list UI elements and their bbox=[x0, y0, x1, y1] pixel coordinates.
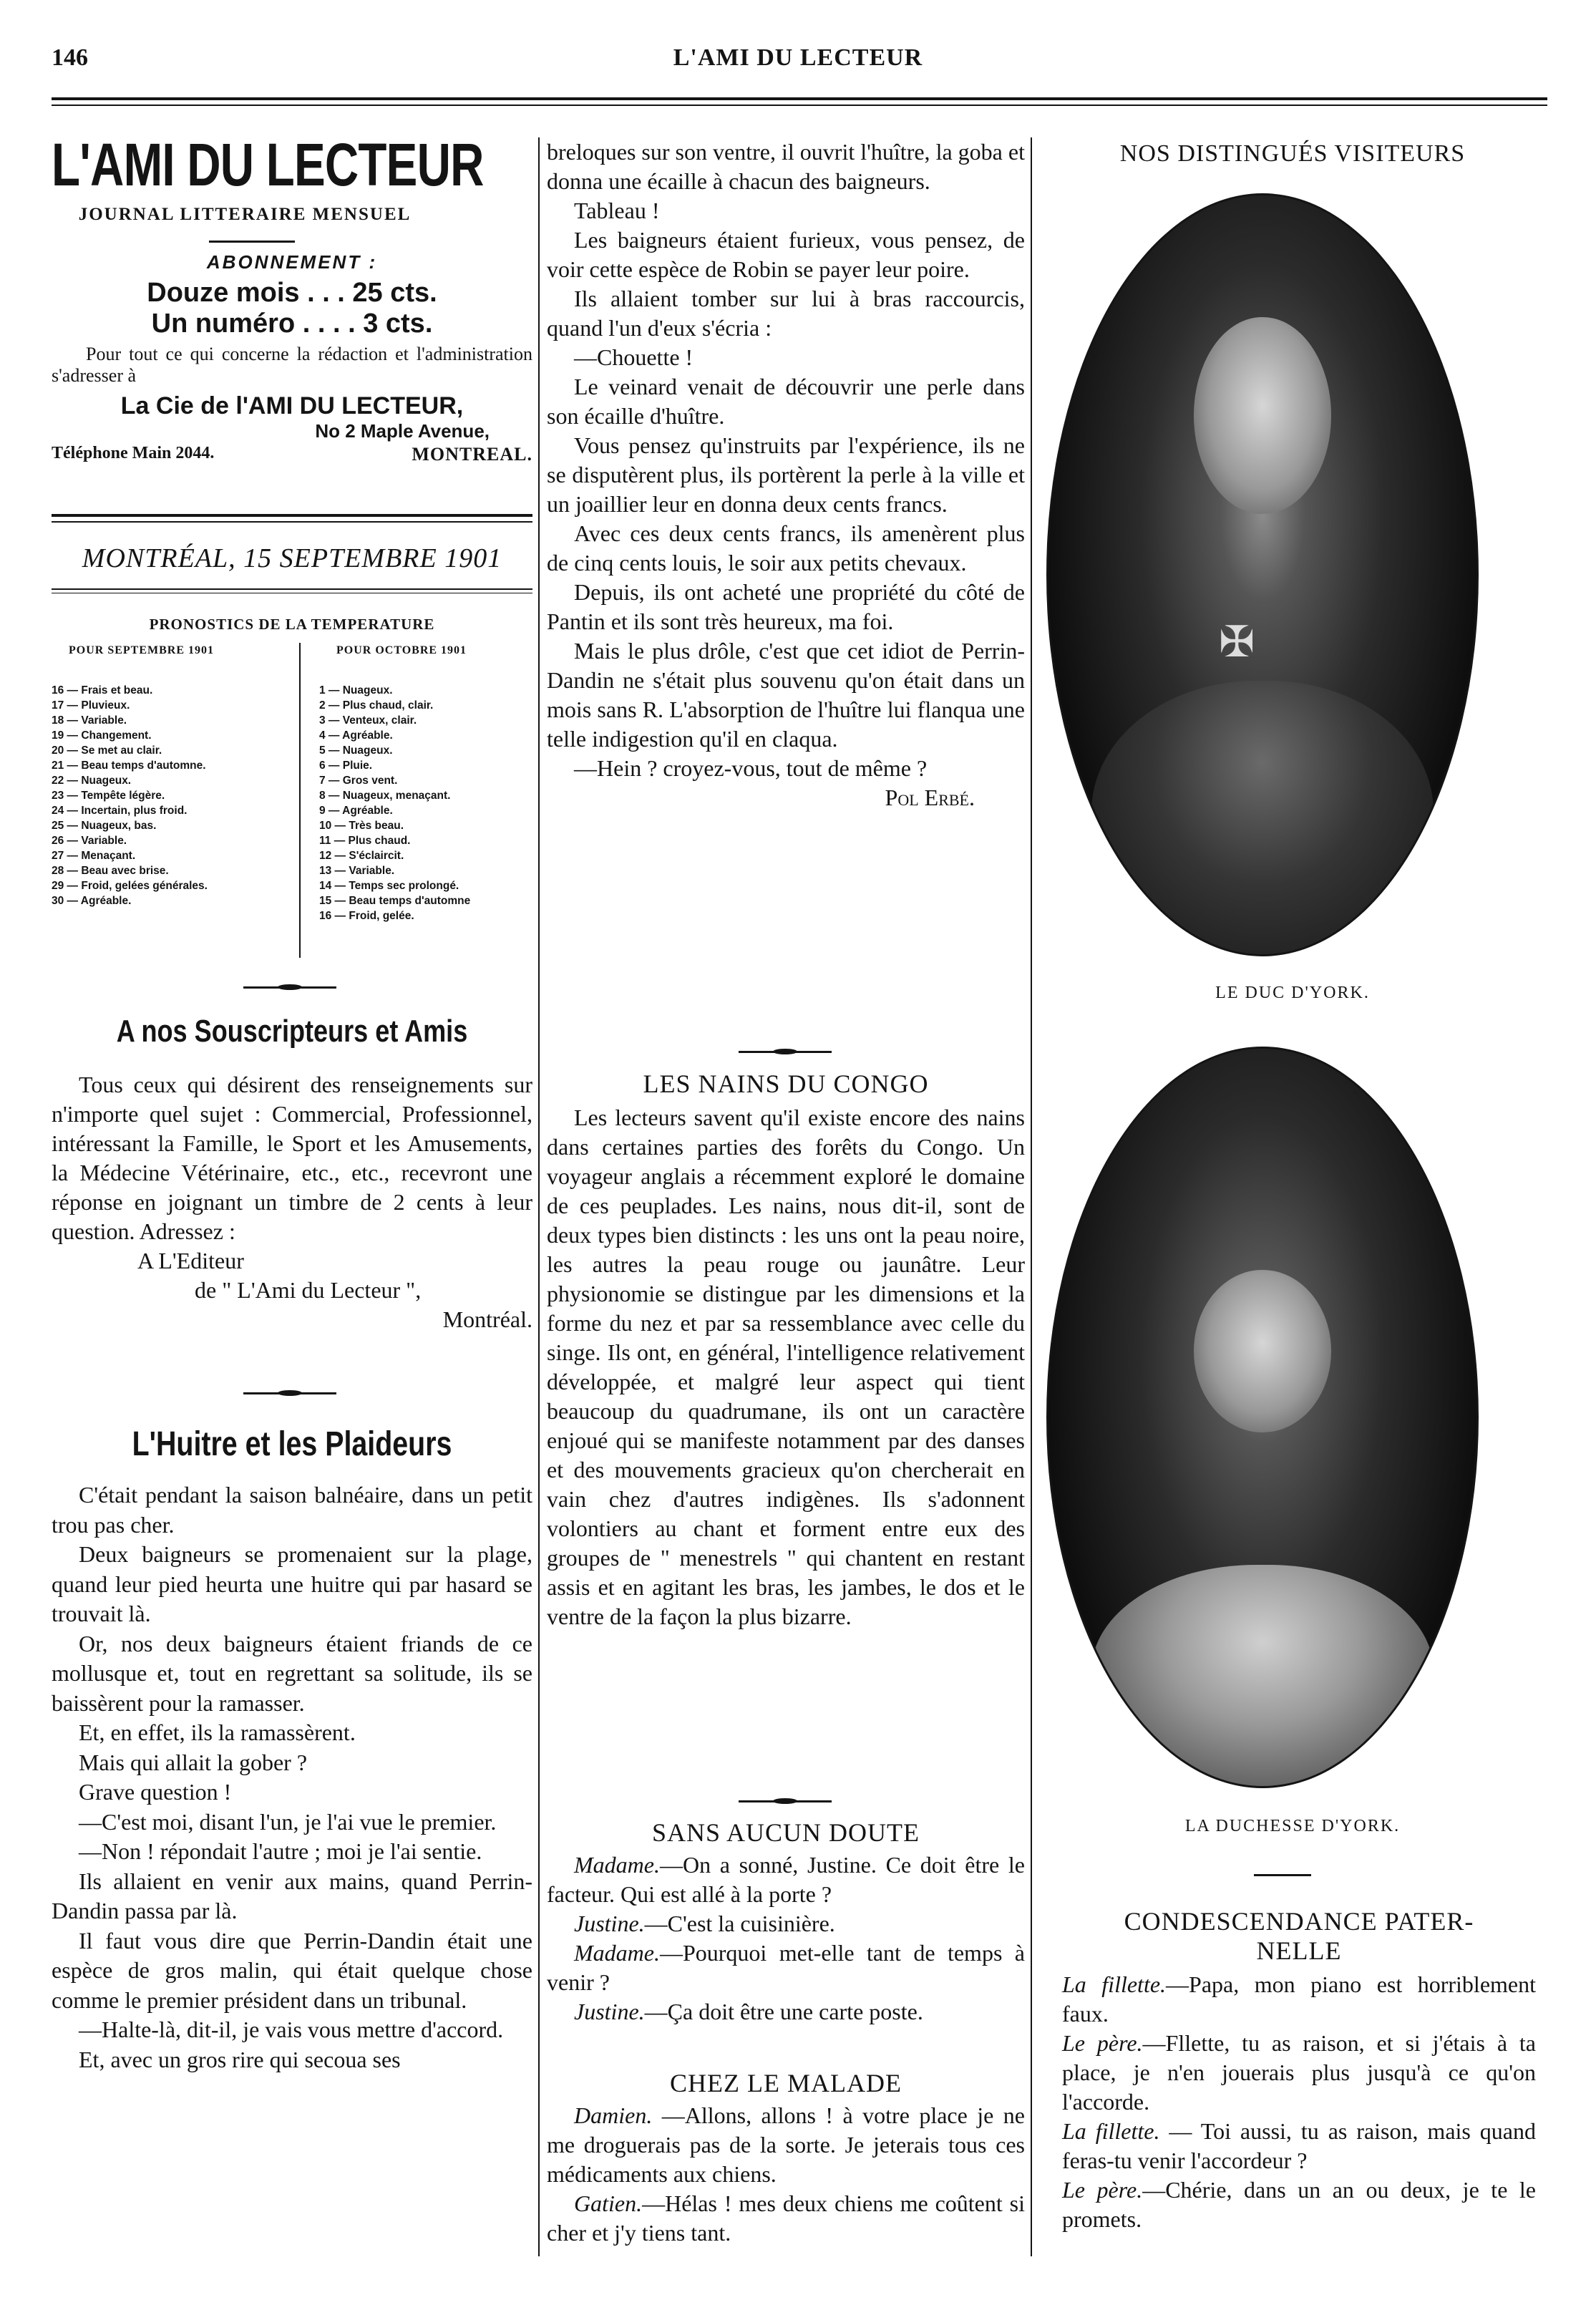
forecast-item: 15 — Beau temps d'automne bbox=[319, 895, 471, 907]
forecast-item: 5 — Nuageux. bbox=[319, 744, 393, 757]
dialogue-text: —Ça doit être une carte poste. bbox=[644, 1999, 923, 2024]
forecast-item: 16 — Frais et beau. bbox=[52, 684, 153, 697]
forecast-october-list bbox=[319, 683, 470, 923]
forecast-september-header: POUR SEPTEMBRE 1901 bbox=[69, 644, 215, 656]
masthead-subtitle: JOURNAL LITTERAIRE MENSUEL bbox=[78, 205, 412, 224]
dialogue-text: —Hélas ! mes deux chiens me coûtent si cher et j'y tiens tant. bbox=[547, 2190, 1025, 2246]
forecast-item: 17 — Pluvieux. bbox=[52, 699, 130, 712]
forecast-item: 24 — Incertain, plus froid. bbox=[52, 805, 188, 817]
dialogue-line bbox=[1062, 1970, 1536, 2029]
dialogue-line bbox=[1062, 2175, 1536, 2234]
dialogue-speaker: Justine. bbox=[574, 1999, 645, 2024]
congo-article bbox=[547, 1069, 1025, 1631]
page-number: 146 bbox=[52, 44, 88, 71]
masthead-bottom-rule-2 bbox=[52, 521, 532, 523]
running-title: L'AMI DU LECTEUR bbox=[673, 44, 923, 71]
header-rule-thin bbox=[52, 105, 1547, 106]
price-issue: Un numéro . . . . 3 cts. bbox=[151, 309, 433, 339]
forecast-item: 22 — Nuageux. bbox=[52, 775, 132, 787]
forecast-item: 11 — Plus chaud. bbox=[319, 835, 411, 847]
forecast-item: 30 — Agréable. bbox=[52, 895, 132, 907]
column-divider bbox=[538, 137, 540, 2256]
forecast-item: 7 — Gros vent. bbox=[319, 775, 398, 787]
condescendance-title-2: NELLE bbox=[1256, 1936, 1342, 1965]
dialogue-line bbox=[547, 1938, 1025, 1997]
oyster-paragraph: Les baigneurs étaient furieux, vous pensez, de voir cette espèce de Robin se payer leur poire. bbox=[547, 227, 1025, 282]
masthead-bottom-rule bbox=[52, 514, 532, 517]
oyster-paragraph: Deux baigneurs se promenaient sur la plage, quand leur pied heurta une huitre qui par hasard se trouvait là. bbox=[52, 1541, 532, 1626]
oyster-paragraph: Tableau ! bbox=[574, 198, 660, 223]
oyster-paragraph: Et, avec un gros rire qui secoua ses bbox=[79, 2046, 401, 2072]
oyster-paragraph: Grave question ! bbox=[79, 1779, 232, 1805]
forecast-title: PRONOSTICS DE LA TEMPERATURE bbox=[149, 616, 435, 633]
dialogue-text: —Chérie, dans un an ou deux, je te le promets. bbox=[1062, 2177, 1537, 2232]
oyster-paragraph: —Non ! répondait l'autre ; moi je l'ai sentie. bbox=[79, 1838, 482, 1864]
dateline: MONTRÉAL, 15 SEPTEMBRE 1901 bbox=[82, 543, 502, 573]
forecast-divider bbox=[299, 643, 301, 958]
dialogue-line bbox=[1062, 2029, 1536, 2117]
oyster-paragraph: Ils allaient en venir aux mains, quand Perrin-Dandin passa par là. bbox=[52, 1868, 532, 1923]
malade-title: CHEZ LE MALADE bbox=[670, 2069, 902, 2097]
company-name: La Cie de l'AMI DU LECTEUR, bbox=[120, 392, 464, 419]
forecast-item: 23 — Tempête légère. bbox=[52, 790, 165, 802]
condescendance-title-1: CONDESCENDANCE PATER- bbox=[1124, 1907, 1474, 1936]
dialogue-speaker: Gatien. bbox=[574, 2190, 643, 2216]
header-rule bbox=[52, 97, 1547, 100]
forecast-item: 10 — Très beau. bbox=[319, 820, 404, 832]
address: No 2 Maple Avenue, bbox=[315, 420, 490, 442]
subscribers-title: A nos Souscripteurs et Amis bbox=[116, 1014, 468, 1049]
forecast-item: 20 — Se met au clair. bbox=[52, 744, 162, 757]
subscribers-address-3: Montréal. bbox=[442, 1306, 532, 1332]
forecast-item: 29 — Froid, gelées générales. bbox=[52, 880, 208, 892]
price-year: Douze mois . . . 25 cts. bbox=[147, 278, 437, 308]
column-divider bbox=[1031, 137, 1032, 2256]
oyster-paragraph: Mais le plus drôle, c'est que cet idiot de Perrin-Dandin ne s'était plus souvenu qu'on était dans un mois sans R. L'absorption de l'huître lui flanqua une telle indigestion qu'il en claqua. bbox=[547, 638, 1025, 752]
dialogue-line bbox=[547, 2101, 1025, 2189]
dialogue-speaker: Le père. bbox=[1062, 2177, 1143, 2203]
dialogue-text: —Papa, mon piano est horriblement faux. bbox=[1062, 1971, 1537, 2027]
condescendance-article bbox=[1062, 1907, 1536, 2234]
visitors-title: NOS DISTINGUÉS VISITEURS bbox=[1119, 140, 1466, 167]
forecast-item: 12 — S'éclaircit. bbox=[319, 850, 404, 862]
oyster-paragraph: Il faut vous dire que Perrin-Dandin était une espèce de gros malin, qui était quelque chose comme le premier président dans un tribunal. bbox=[52, 1927, 532, 2013]
forecast-item: 25 — Nuageux, bas. bbox=[52, 820, 157, 832]
dialogue-line bbox=[547, 2189, 1025, 2248]
oyster-paragraph: Depuis, ils ont acheté une propriété du côté de Pantin et ils sont très heureux, ma foi. bbox=[547, 579, 1025, 634]
malade-article bbox=[547, 2069, 1025, 2248]
forecast-item: 8 — Nuageux, menaçant. bbox=[319, 790, 451, 802]
oyster-paragraph: —Hein ? croyez-vous, tout de même ? bbox=[574, 755, 928, 781]
dialogue-speaker: Madame. bbox=[574, 1940, 660, 1966]
star-icon: ✠ bbox=[1218, 618, 1255, 666]
oyster-paragraph: Avec ces deux cents francs, ils amenèrent plus de cinq cents louis, le soir aux petits chevaux. bbox=[547, 520, 1025, 576]
dialogue-line bbox=[1062, 2117, 1536, 2175]
dialogue-text: —Allons, allons ! à votre place je ne me droguerais pas de la sorte. Je jeterais tous ces médicaments aux chiens. bbox=[547, 2102, 1025, 2187]
dialogue-speaker: Damien. bbox=[574, 2102, 653, 2128]
forecast-item: 27 — Menaçant. bbox=[52, 850, 136, 862]
congo-body: Les lecteurs savent qu'il existe encore des nains dans certaines parties des forêts du Congo. Un voyageur anglais a récemment exploré le domaine de ces peuplades. Les nains, nous dit-il, sont de deux types bien distincts : les uns ont la peau noire, les autres la peau rouge ou jaunâtre. Leur physionomie se distingue par les dimensions et la forme du nez et par sa ressemblance avec celle du singe. Ils ont, en général, l'intelligence relativement développée, et malgré leur aspect qui tient beaucoup du quadrumane, ils ont un caractère enjoué qui se manifeste notamment par des danses et des mouvements gracieux qu'on chercherait en vain chez d'autres indigènes. Ils s'adonnent volontiers au chant et forment entre eux des groupes de " menestrels " qui chantent en restant assis et en agitant les bras, les jambes, le dos et le ventre de la façon la plus bizarre. bbox=[547, 1105, 1025, 1629]
subscribers-body: Tous ceux qui désirent des renseignements sur n'importe quel sujet : Commercial, Professionnel, intéressant la Famille, le Sport et les Amusements, la Médecine Vétérinaire, etc., etc., recevront une réponse en joignant un timbre de 2 cents à leur question. Adressez : bbox=[52, 1072, 532, 1244]
dialogue-text: —C'est la cuisinière. bbox=[644, 1911, 835, 1936]
dialogue-speaker: Le père. bbox=[1062, 2030, 1143, 2056]
oyster-paragraph: Et, en effet, ils la ramassèrent. bbox=[79, 1719, 356, 1745]
dialogue-speaker: La fillette. bbox=[1062, 2118, 1160, 2144]
oyster-paragraph: —Halte-là, dit-il, je vais vous mettre d'accord. bbox=[79, 2017, 504, 2042]
dialogue-line bbox=[547, 1909, 1025, 1938]
forecast-item: 2 — Plus chaud, clair. bbox=[319, 699, 434, 712]
short-rule bbox=[1254, 1874, 1311, 1876]
dialogue-text: —Pourquoi met-elle tant de temps à venir ? bbox=[547, 1940, 1025, 1995]
oyster-continuation bbox=[547, 137, 1025, 812]
dialogue-text: —Fllette, tu as raison, et si j'étais à ta place, je n'en jouerais plus jusqu'à ce qu'on l'accorde. bbox=[1062, 2030, 1537, 2115]
forecast-item: 16 — Froid, gelée. bbox=[319, 910, 414, 922]
oyster-paragraph: Mais qui allait la gober ? bbox=[79, 1749, 308, 1775]
oyster-paragraph: Or, nos deux baigneurs étaient friands de ce mollusque et, tout en regrettant sa solitude, ils se baissèrent pour la ramasser. bbox=[52, 1630, 532, 1716]
section-separator bbox=[243, 1392, 336, 1394]
section-separator bbox=[739, 1051, 832, 1053]
forecast-item: 14 — Temps sec prolongé. bbox=[319, 880, 459, 892]
dialogue-speaker: Madame. bbox=[574, 1852, 660, 1878]
oyster-story bbox=[52, 1425, 532, 2075]
dateline-rule bbox=[52, 588, 532, 590]
oyster-paragraph: —Chouette ! bbox=[574, 344, 694, 370]
forecast-item: 1 — Nuageux. bbox=[319, 684, 393, 697]
congo-title: LES NAINS DU CONGO bbox=[643, 1069, 929, 1098]
sans-doute-article bbox=[547, 1818, 1025, 2027]
dialogue-speaker: Justine. bbox=[574, 1911, 645, 1936]
dialogue-text: — Toi aussi, tu as raison, mais quand feras-tu venir l'accordeur ? bbox=[1062, 2118, 1536, 2173]
section-separator bbox=[739, 1800, 832, 1802]
forecast-item: 21 — Beau temps d'automne. bbox=[52, 760, 206, 772]
subscribers-address-2: de " L'Ami du Lecteur ", bbox=[195, 1277, 422, 1303]
forecast-item: 4 — Agréable. bbox=[319, 729, 393, 742]
city: MONTREAL. bbox=[412, 444, 532, 465]
contact-text: Pour tout ce qui concerne la rédaction et l'administration s'adresser à bbox=[52, 344, 532, 386]
dialogue-line bbox=[547, 1850, 1025, 1909]
subscribers-section bbox=[52, 1013, 532, 1334]
oyster-title: L'Huitre et les Plaideurs bbox=[132, 1425, 452, 1463]
forecast-item: 6 — Pluie. bbox=[319, 760, 373, 772]
oyster-paragraph: —C'est moi, disant l'un, je l'ai vue le premier. bbox=[79, 1808, 497, 1835]
dialogue-line bbox=[547, 1997, 1025, 2027]
forecast-october-header: POUR OCTOBRE 1901 bbox=[336, 644, 467, 656]
oyster-paragraph: breloques sur son ventre, il ouvrit l'huître, la goba et donna une écaille à chacun des baigneurs. bbox=[547, 139, 1025, 194]
subscribers-address-1: A L'Editeur bbox=[137, 1248, 244, 1273]
oyster-signature: Pol Erbé. bbox=[885, 785, 975, 810]
masthead bbox=[52, 130, 532, 467]
oyster-paragraph: C'était pendant la saison balnéaire, dans un petit trou pas cher. bbox=[52, 1482, 532, 1538]
subscription-label: ABONNEMENT : bbox=[206, 251, 378, 273]
forecast-item: 13 — Variable. bbox=[319, 865, 395, 877]
duke-portrait bbox=[1046, 193, 1479, 956]
forecast-item: 9 — Agréable. bbox=[319, 805, 393, 817]
forecast-item: 3 — Venteux, clair. bbox=[319, 714, 417, 727]
duke-caption: LE DUC D'YORK. bbox=[1215, 984, 1370, 1002]
masthead-rule bbox=[209, 241, 295, 243]
oyster-paragraph: Ils allaient tomber sur lui à bras raccourcis, quand l'un d'eux s'écria : bbox=[547, 286, 1025, 341]
telephone: Téléphone Main 2044. bbox=[52, 444, 215, 462]
oyster-paragraph: Vous pensez qu'instruits par l'expérience, ils ne se disputèrent plus, ils portèrent la perle à la ville et un joaillier leur en donna deux cents francs. bbox=[547, 432, 1025, 517]
forecast-september-list bbox=[52, 683, 208, 908]
oyster-paragraph: Le veinard venait de découvrir une perle dans son écaille d'huître. bbox=[547, 374, 1025, 429]
forecast-item: 28 — Beau avec brise. bbox=[52, 865, 169, 877]
duchess-caption: LA DUCHESSE D'YORK. bbox=[1184, 1817, 1401, 1835]
dialogue-speaker: La fillette. bbox=[1062, 1971, 1167, 1997]
forecast-item: 19 — Changement. bbox=[52, 729, 152, 742]
forecast-item: 26 — Variable. bbox=[52, 835, 127, 847]
section-separator bbox=[243, 986, 336, 989]
forecast-item: 18 — Variable. bbox=[52, 714, 127, 727]
sans-doute-title: SANS AUCUN DOUTE bbox=[651, 1818, 920, 1847]
dialogue-text: —On a sonné, Justine. Ce doit être le facteur. Qui est allé à la porte ? bbox=[547, 1852, 1025, 1907]
duchess-portrait bbox=[1046, 1047, 1479, 1788]
masthead-title: L'AMI DU LECTEUR bbox=[52, 131, 484, 198]
